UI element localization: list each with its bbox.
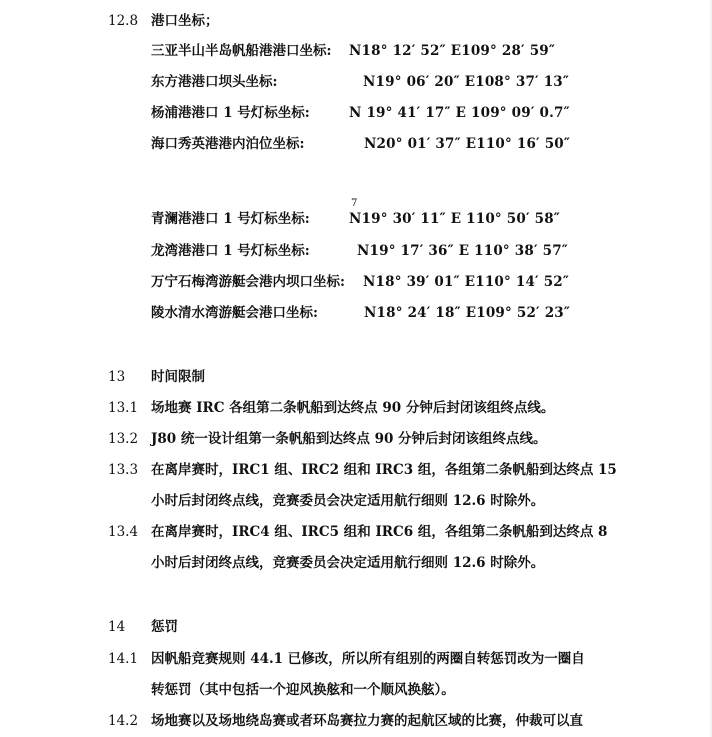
page-number: 7 <box>351 198 358 209</box>
port-coordinate: N20° 01′ 37″ E110° 16′ 50″ <box>364 136 571 152</box>
port-label: 陵水清水湾游艇会港口坐标: <box>151 305 318 321</box>
item-text: 在离岸赛时，IRC1 组、IRC2 组和 IRC3 组，各组第二条帆船到达终点 15 <box>151 462 617 478</box>
port-label: 杨浦港港口 1 号灯标坐标: <box>151 105 310 121</box>
port-label: 三亚半山半岛帆船港港口坐标: <box>151 43 332 59</box>
port-label: 海口秀英港港内泊位坐标: <box>151 136 305 152</box>
port-coordinate: N18° 39′ 01″ E110° 14′ 52″ <box>363 274 570 290</box>
section-number: 14 <box>108 619 126 635</box>
port-label: 龙湾港港口 1 号灯标坐标: <box>151 243 310 259</box>
item-number: 14.2 <box>108 713 139 729</box>
item-text: 在离岸赛时，IRC4 组、IRC5 组和 IRC6 组，各组第二条帆船到达终点 8 <box>151 524 608 540</box>
section-title: 惩罚 <box>151 619 178 635</box>
item-text: 因帆船竞赛规则 44.1 已修改，所以所有组别的两圈自转惩罚改为一圈自 <box>151 651 585 667</box>
port-coordinate: N19° 30′ 11″ E 110° 50′ 58″ <box>349 211 561 227</box>
port-label: 万宁石梅湾游艇会港内坝口坐标: <box>151 274 345 290</box>
section-title: 港口坐标； <box>151 13 219 29</box>
item-text: 转惩罚（其中包括一个迎风换舷和一个顺风换舷）。 <box>151 682 455 698</box>
port-coordinate: N18° 24′ 18″ E109° 52′ 23″ <box>364 305 571 321</box>
section-number: 13 <box>108 369 126 385</box>
item-number: 14.1 <box>108 651 139 667</box>
port-label: 青澜港港口 1 号灯标坐标: <box>151 211 310 227</box>
item-text: J80 统一设计组第一条帆船到达终点 90 分钟后封闭该组终点线。 <box>151 431 547 447</box>
item-number: 13.1 <box>108 400 139 416</box>
item-number: 13.3 <box>108 462 139 478</box>
item-text: 场地赛 IRC 各组第二条帆船到达终点 90 分钟后封闭该组终点线。 <box>151 400 555 416</box>
section-number: 12.8 <box>108 13 139 29</box>
port-coordinate: N 19° 41′ 17″ E 109° 09′ 0.7″ <box>349 105 570 121</box>
item-number: 13.2 <box>108 431 139 447</box>
item-number: 13.4 <box>108 524 139 540</box>
section-title: 时间限制 <box>151 369 205 385</box>
port-label: 东方港港口坝头坐标: <box>151 74 278 90</box>
port-coordinate: N19° 06′ 20″ E108° 37′ 13″ <box>363 74 570 90</box>
item-text: 小时后封闭终点线，竞赛委员会决定适用航行细则 12.6 时除外。 <box>151 493 545 509</box>
item-text: 场地赛以及场地绕岛赛或者环岛赛拉力赛的起航区域的比赛，仲裁可以直 <box>151 713 583 729</box>
item-text: 小时后封闭终点线，竞赛委员会决定适用航行细则 12.6 时除外。 <box>151 555 545 571</box>
port-coordinate: N18° 12′ 52″ E109° 28′ 59″ <box>349 43 556 59</box>
port-coordinate: N19° 17′ 36″ E 110° 38′ 57″ <box>357 243 569 259</box>
